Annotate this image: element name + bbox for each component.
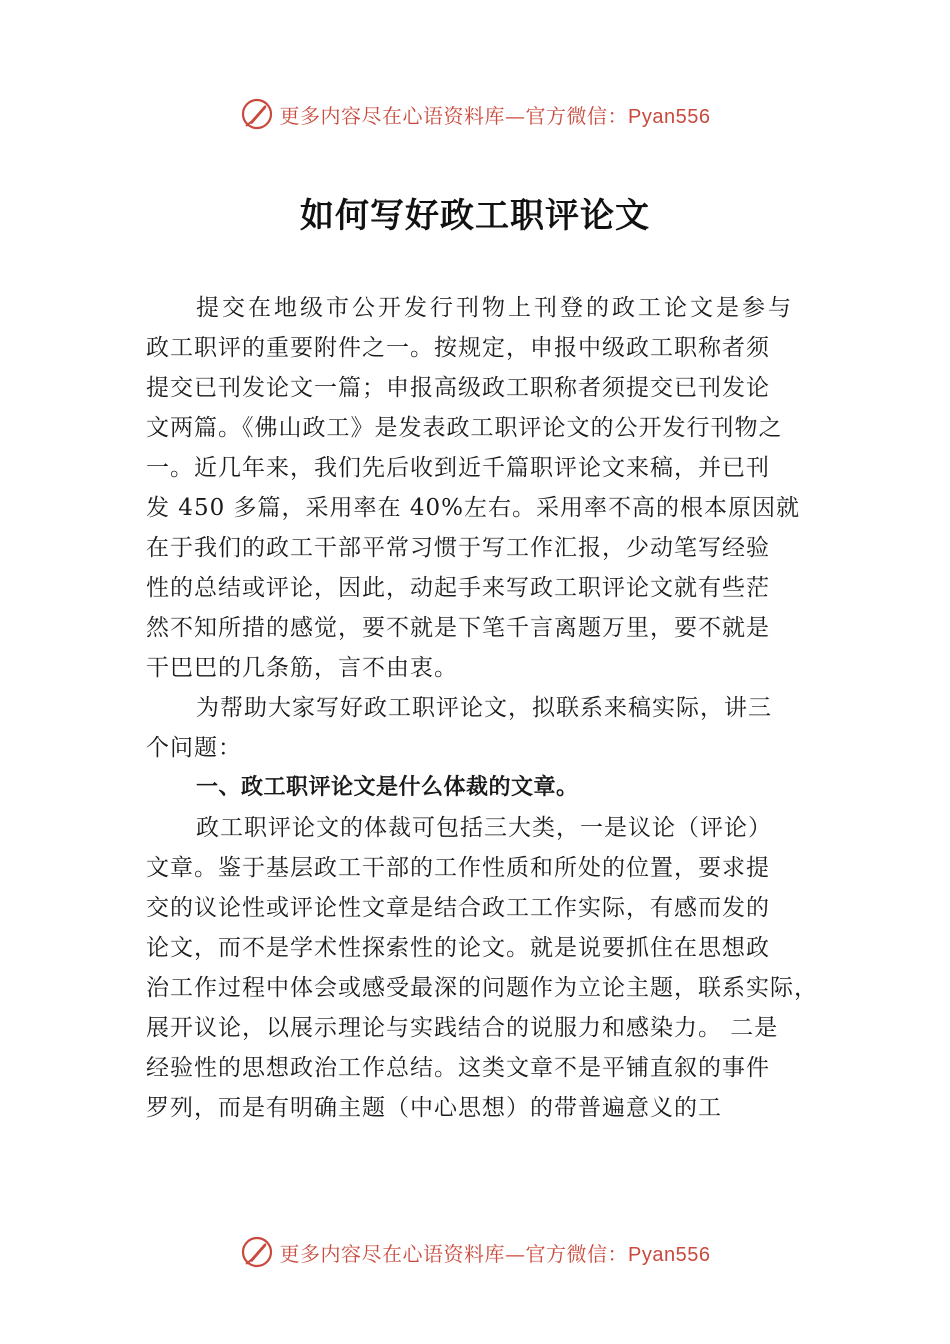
body-line: 文章。鉴于基层政工干部的工作性质和所处的位置，要求提 bbox=[146, 855, 770, 881]
body-line: 经验性的思想政治工作总结。这类文章不是平铺直叙的事件 bbox=[146, 1055, 770, 1081]
wechat-id: Pyan556 bbox=[628, 105, 711, 128]
body-line: 交的议论性或评论性文章是结合政工工作实际，有感而发的 bbox=[146, 895, 770, 921]
body-line: 发 450 多篇，采用率在 40%左右。采用率不高的根本原因就 bbox=[146, 495, 800, 521]
body-line: 性的总结或评论，因此，动起手来写政工职评论文就有些茫 bbox=[146, 575, 770, 601]
header-watermark-banner bbox=[0, 94, 950, 134]
banner-text: 更多内容尽在心语资料库—官方微信：Pyan556 bbox=[279, 103, 711, 128]
body-line: 提交已刊发论文一篇；申报高级政工职称者须提交已刊发论 bbox=[146, 375, 770, 401]
document-title: 如何写好政工职评论文 bbox=[300, 196, 650, 236]
footer-watermark-banner bbox=[0, 1232, 950, 1272]
body-line: 治工作过程中体会或感受最深的问题作为立论主题，联系实际， bbox=[146, 975, 818, 1001]
body-line: 提交在地级市公开发行刊物上刊登的政工论文是参与 bbox=[196, 295, 794, 321]
banner-text: 更多内容尽在心语资料库—官方微信：Pyan556 bbox=[279, 1241, 711, 1266]
body-line: 展开议论，以展示理论与实践结合的说服力和感染力。 二是 bbox=[146, 1015, 779, 1041]
quill-logo-icon bbox=[240, 97, 274, 131]
body-line: 为帮助大家写好政工职评论文，拟联系来稿实际，讲三 bbox=[196, 695, 772, 721]
document-body bbox=[146, 288, 818, 1128]
body-line: 罗列，而是有明确主题（中心思想）的带普遍意义的工 bbox=[146, 1095, 722, 1121]
body-line: 然不知所措的感觉，要不就是下笔千言离题万里，要不就是 bbox=[146, 615, 770, 641]
body-line: 论文，而不是学术性探索性的论文。就是说要抓住在思想政 bbox=[146, 935, 770, 961]
body-line: 政工职评论文的体裁可包括三大类，一是议论（评论） bbox=[196, 815, 772, 841]
section-heading: 一、政工职评论文是什么体裁的文章。 bbox=[196, 775, 579, 800]
wechat-id: Pyan556 bbox=[628, 1243, 711, 1266]
body-line: 干巴巴的几条筋，言不由衷。 bbox=[146, 655, 458, 681]
body-line: 个问题： bbox=[146, 735, 242, 761]
body-line: 在于我们的政工干部平常习惯于写工作汇报，少动笔写经验 bbox=[146, 535, 770, 561]
body-line: 一。近几年来，我们先后收到近千篇职评论文来稿，并已刊 bbox=[146, 455, 770, 481]
body-line: 文两篇。《佛山政工》是发表政工职评论文的公开发行刊物之 bbox=[146, 415, 783, 441]
quill-logo-icon bbox=[240, 1235, 274, 1269]
body-line: 政工职评的重要附件之一。按规定，申报中级政工职称者须 bbox=[146, 335, 770, 361]
